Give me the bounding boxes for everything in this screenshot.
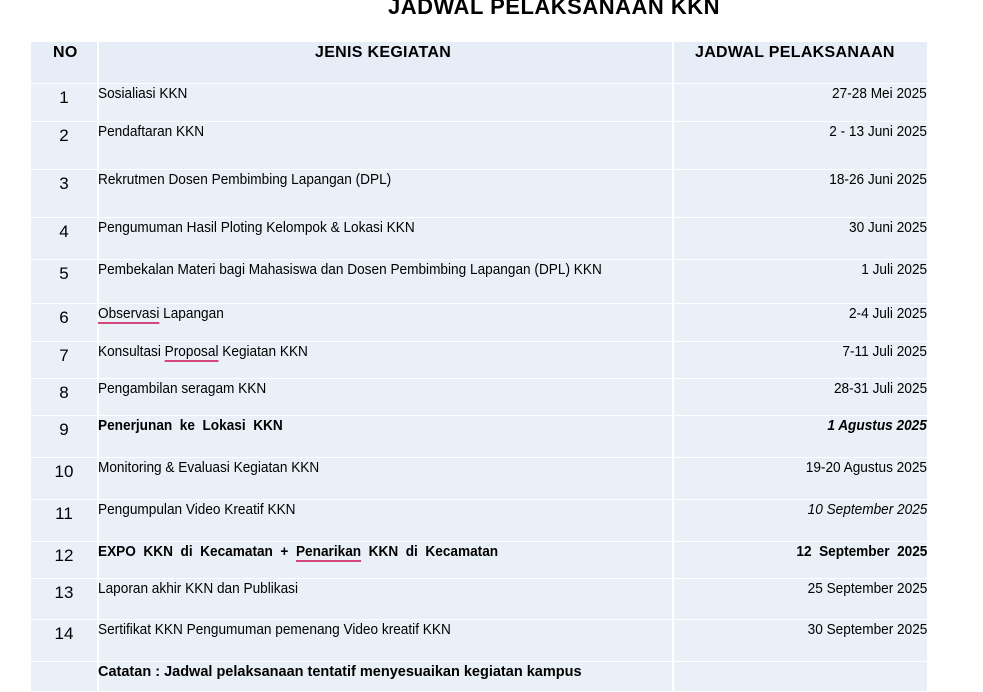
table-row — [31, 620, 927, 662]
table-row — [31, 579, 927, 620]
activity-cell: Pengumuman Hasil Ploting Kelompok & Lokasi KKN — [98, 220, 415, 236]
row-number: 10 — [54, 462, 74, 481]
activity-cell: Rekrutmen Dosen Pembimbing Lapangan (DPL) — [98, 172, 392, 188]
activity-cell: Observasi Lapangan — [98, 306, 224, 322]
date-cell: 30 Juni 2025 — [848, 220, 927, 236]
note-row — [31, 662, 927, 692]
table-row — [31, 122, 927, 170]
date-cell: 2-4 Juli 2025 — [848, 306, 927, 322]
activity-cell: Pengumpulan Video Kreatif KKN — [98, 502, 296, 518]
table-row — [31, 379, 927, 416]
date-cell: 1 Juli 2025 — [861, 262, 927, 278]
date-cell: 25 September 2025 — [807, 581, 927, 597]
column-header-no: NO — [53, 44, 78, 61]
table-row — [31, 416, 927, 458]
table-row — [31, 84, 927, 122]
activity-cell: EXPO KKN di Kecamatan + Penarikan KKN di Kecamatan — [98, 544, 499, 560]
date-cell: 19-20 Agustus 2025 — [805, 460, 927, 476]
table-row — [31, 342, 927, 379]
row-number: 11 — [55, 504, 73, 523]
date-cell: 27-28 Mei 2025 — [832, 86, 927, 102]
date-cell: 12 September 2025 — [795, 544, 927, 560]
activity-cell: Sosialiasi KKN — [98, 86, 188, 102]
date-cell: 30 September 2025 — [807, 622, 927, 638]
table-row — [31, 304, 927, 342]
row-number: 3 — [59, 174, 69, 193]
row-number: 1 — [59, 88, 69, 107]
date-cell: 7-11 Juli 2025 — [842, 344, 927, 360]
row-number: 6 — [59, 308, 69, 327]
row-number: 12 — [54, 546, 74, 565]
page-title: JADWAL PELAKSANAAN KKN — [388, 0, 721, 19]
row-number: 5 — [59, 264, 69, 283]
activity-cell: Penerjunan ke Lokasi KKN — [98, 418, 283, 434]
date-cell: 28-31 Juli 2025 — [833, 381, 927, 397]
activity-cell: Monitoring & Evaluasi Kegiatan KKN — [98, 460, 320, 476]
table-row — [31, 458, 927, 500]
activity-cell: Sertifikat KKN Pengumuman pemenang Video kreatif KKN — [98, 622, 451, 638]
date-cell: 1 Agustus 2025 — [827, 418, 927, 434]
activity-cell: Laporan akhir KKN dan Publikasi — [98, 581, 299, 597]
row-number: 13 — [54, 583, 74, 602]
activity-cell: Pembekalan Materi bagi Mahasiswa dan Dosen Pembimbing Lapangan (DPL) KKN — [98, 262, 602, 278]
row-number: 9 — [59, 420, 69, 439]
table-row — [31, 170, 927, 218]
table-row — [31, 218, 927, 260]
table-row — [31, 542, 927, 579]
row-number: 14 — [54, 624, 74, 643]
row-number: 8 — [59, 383, 69, 402]
row-number: 2 — [59, 126, 69, 145]
row-number: 7 — [59, 346, 69, 365]
table-row — [31, 260, 927, 304]
date-cell: 18-26 Juni 2025 — [829, 172, 927, 188]
row-number: 4 — [59, 222, 69, 241]
activity-cell: Pengambilan seragam KKN — [98, 381, 267, 397]
date-cell: 2 - 13 Juni 2025 — [829, 124, 927, 140]
table-row — [31, 500, 927, 542]
column-header-date: JADWAL PELAKSANAAN — [695, 44, 895, 61]
schedule-note: Catatan : Jadwal pelaksanaan tentatif menyesuaikan kegiatan kampus — [98, 664, 582, 680]
activity-cell: Konsultasi Proposal Kegiatan KKN — [98, 344, 308, 360]
table-header — [31, 42, 927, 84]
column-header-activity: JENIS KEGIATAN — [315, 44, 452, 61]
date-cell: 10 September 2025 — [807, 502, 927, 518]
activity-cell: Pendaftaran KKN — [98, 124, 205, 140]
